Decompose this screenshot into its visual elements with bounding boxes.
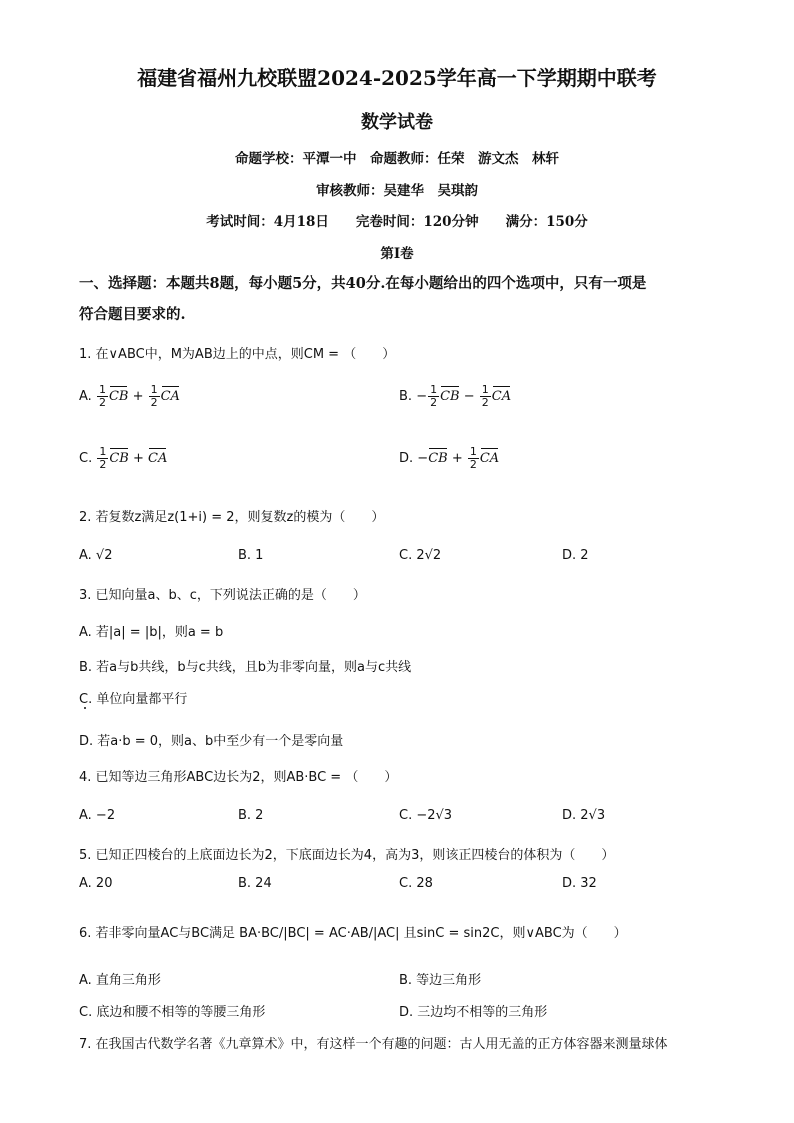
page-subtitle: 数学试卷 [361, 112, 433, 133]
question-5-option-d: D. 32 [562, 876, 597, 891]
question-6-stem: 6. 若非零向量AC与BC满足 BA·BC/|BC| = AC·AB/|AC| 且sinC = sin2C，则∨ABC为（ ） [79, 926, 627, 941]
question-5-stem: 5. 已知正四棱台的上底面边长为2，下底面边长为4，高为3，则该正四棱台的体积为（ ） [79, 848, 615, 863]
question-2-option-b: B. 1 [238, 548, 264, 563]
question-2-option-a: A. √2 [79, 548, 113, 563]
question-3-option-c: C. 单位向量都平行 [79, 692, 188, 707]
question-1-option-a: A. $\frac{1}{2}$ CB + $\frac{1}{2}$ CA [79, 383, 180, 409]
section-heading-line1: 一、选择题：本题共8题，每小题5分，共40分.在每小题给出的四个选项中，只有一项是 [79, 275, 647, 292]
question-2-stem: 2. 若复数z满足z(1+i) = 2，则复数z的模为（ ） [79, 510, 385, 525]
question-2-option-c: C. 2√2 [399, 548, 442, 563]
question-3-stem: 3. 已知向量a、b、c，下列说法正确的是（ ） [79, 588, 366, 603]
question-5-option-a: A. 20 [79, 876, 113, 891]
question-4-option-b: B. 2 [238, 808, 264, 823]
question-1-stem: 1. 在∨ABC中，M为AB边上的中点，则CM = （ ） [79, 347, 396, 362]
question-7-stem: 7. 在我国古代数学名著《九章算术》中，有这样一个有趣的问题：古人用无盖的正方体容器来测量球体 [79, 1037, 668, 1052]
question-3-option-b: B. 若a与b共线，b与c共线，且b为非零向量，则a与c共线 [79, 660, 412, 675]
question-6-option-d: D. 三边均不相等的三角形 [399, 1005, 548, 1020]
question-5-option-b: B. 24 [238, 876, 272, 891]
question-2-option-d: D. 2 [562, 548, 589, 563]
option-letter: B. [399, 389, 413, 404]
stray-dot [84, 707, 86, 709]
reviewers-line: 审核教师：吴建华 吴琪韵 [316, 183, 478, 199]
question-4-option-a: A. −2 [79, 808, 116, 823]
question-6-option-c: C. 底边和腰不相等的等腰三角形 [79, 1005, 266, 1020]
section-heading-line2: 符合题目要求的. [79, 306, 186, 323]
option-letter: A. [79, 389, 92, 404]
question-4-stem: 4. 已知等边三角形ABC边长为2，则AB·BC = （ ） [79, 770, 398, 785]
option-letter: C. [79, 451, 93, 466]
question-1-option-c: C. $\frac{1}{2}$ CB + CA [79, 445, 168, 471]
question-5-option-c: C. 28 [399, 876, 433, 891]
question-3-option-a: A. 若|a| = |b|，则a = b [79, 625, 224, 640]
question-1-option-b: B. − $\frac{1}{2}$ CB − $\frac{1}{2}$ CA [399, 383, 512, 409]
authors-line: 命题学校：平潭一中 命题教师：任荣 游文杰 林轩 [235, 151, 559, 167]
question-1-option-d: D. −CB + $\frac{1}{2}$ CA [399, 445, 500, 471]
question-4-option-d: D. 2√3 [562, 808, 606, 823]
question-6-option-b: B. 等边三角形 [399, 973, 482, 988]
question-4-option-c: C. −2√3 [399, 808, 453, 823]
exam-info-line: 考试时间：4月18日 完卷时间：120分钟 满分：150分 [206, 214, 588, 230]
page-title: 福建省福州九校联盟2024-2025学年高一下学期期中联考 [137, 66, 657, 90]
question-3-option-d: D. 若a·b = 0，则a、b中至少有一个是零向量 [79, 734, 344, 749]
question-6-option-a: A. 直角三角形 [79, 973, 161, 988]
volume-label: 第I卷 [380, 246, 414, 262]
option-letter: D. [399, 451, 414, 466]
